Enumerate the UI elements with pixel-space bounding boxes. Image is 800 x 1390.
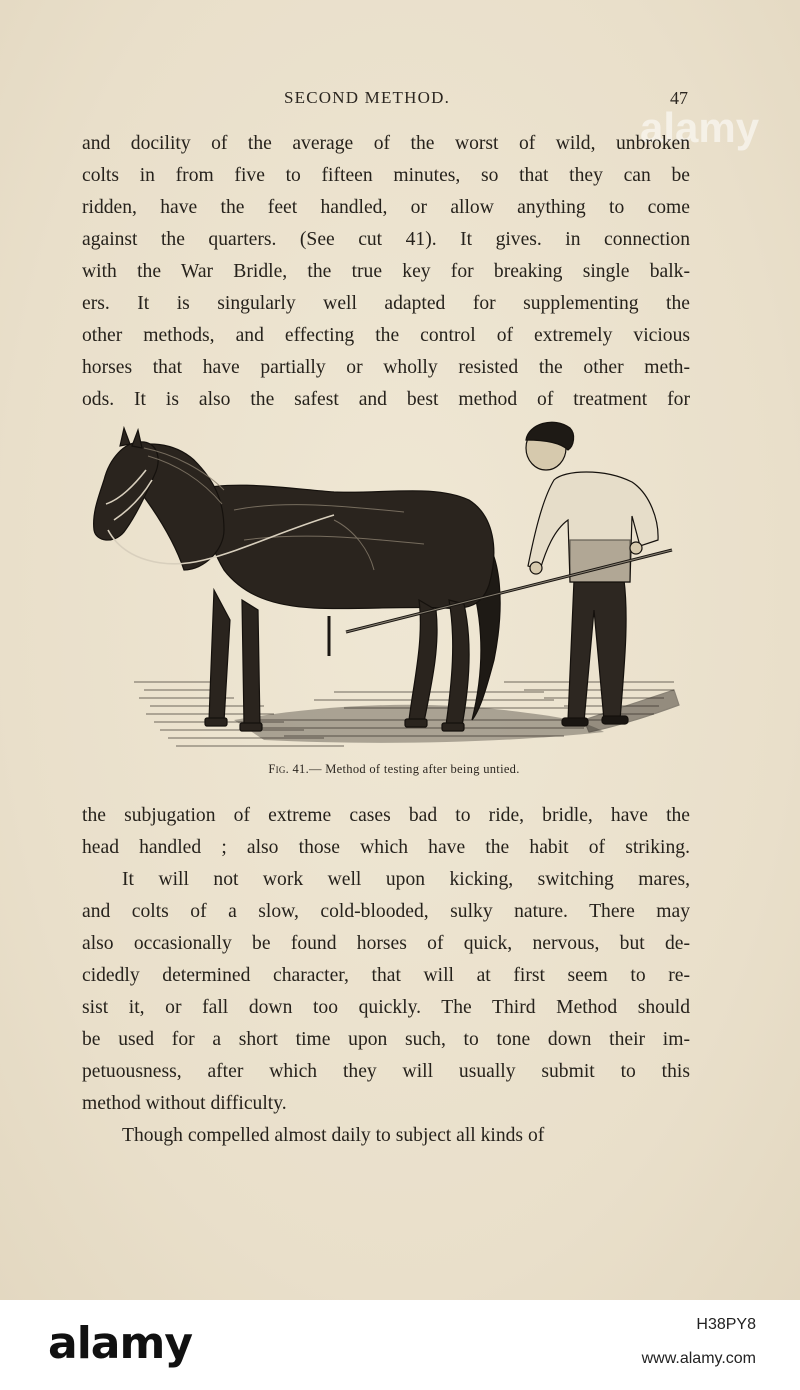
page-number: 47 <box>670 88 688 108</box>
paragraph-top <box>82 128 690 416</box>
text-line: colts in from five to fifteen minutes, so that they can be <box>82 165 690 186</box>
figure-41 <box>84 420 688 776</box>
alamy-logo: alamy <box>48 1318 192 1369</box>
text-line: also occasionally be found horses of quick, nervous, but de- <box>82 933 690 954</box>
text-line: other methods, and effecting the control of extremely vicious <box>82 325 690 346</box>
text-line: horses that have partially or wholly resisted the other meth- <box>82 357 690 378</box>
horse-engraving-illustration <box>84 420 688 760</box>
text-line: and colts of a slow, cold-blooded, sulky nature. There may <box>82 901 690 922</box>
text-line: It will not work well upon kicking, switching mares, <box>122 869 690 890</box>
figure-caption-text: — Method of testing after being untied. <box>309 762 520 776</box>
text-line: ridden, have the feet handled, or allow anything to come <box>82 197 690 218</box>
text-line: petuousness, after which they will usually submit to this <box>82 1061 690 1082</box>
stock-footer <box>0 1300 800 1390</box>
figure-caption <box>84 762 704 777</box>
paragraph-bottom <box>82 800 690 1152</box>
horse <box>94 428 500 731</box>
site-url: www.alamy.com <box>641 1350 756 1367</box>
text-line: the subjugation of extreme cases bad to ride, bridle, have the <box>82 805 690 826</box>
text-line: ers. It is singularly well adapted for supplementing the <box>82 293 690 314</box>
text-line: method without difficulty. <box>82 1093 287 1114</box>
text-line: ods. It is also the safest and best method of treatment for <box>82 389 690 410</box>
text-line: head handled ; also those which have the habit of striking. <box>82 837 690 858</box>
man <box>526 422 679 732</box>
text-line: sist it, or fall down too quickly. The Third Method should <box>82 997 690 1018</box>
image-id: H38PY8 <box>696 1316 756 1333</box>
figure-label: Fig. 41. <box>268 762 310 776</box>
running-title: SECOND METHOD. <box>284 88 451 107</box>
text-line: Though compelled almost daily to subject all kinds of <box>122 1125 545 1146</box>
text-line: with the War Bridle, the true key for breaking single balk- <box>82 261 690 282</box>
text-line: be used for a short time upon such, to tone down their im- <box>82 1029 690 1050</box>
text-line: and docility of the average of the worst of wild, unbroken <box>82 133 690 154</box>
text-line: cidedly determined character, that will at first seem to re- <box>82 965 690 986</box>
watermark: alamy <box>640 104 760 151</box>
text-line: against the quarters. (See cut 41). It gives. in connection <box>82 229 690 250</box>
